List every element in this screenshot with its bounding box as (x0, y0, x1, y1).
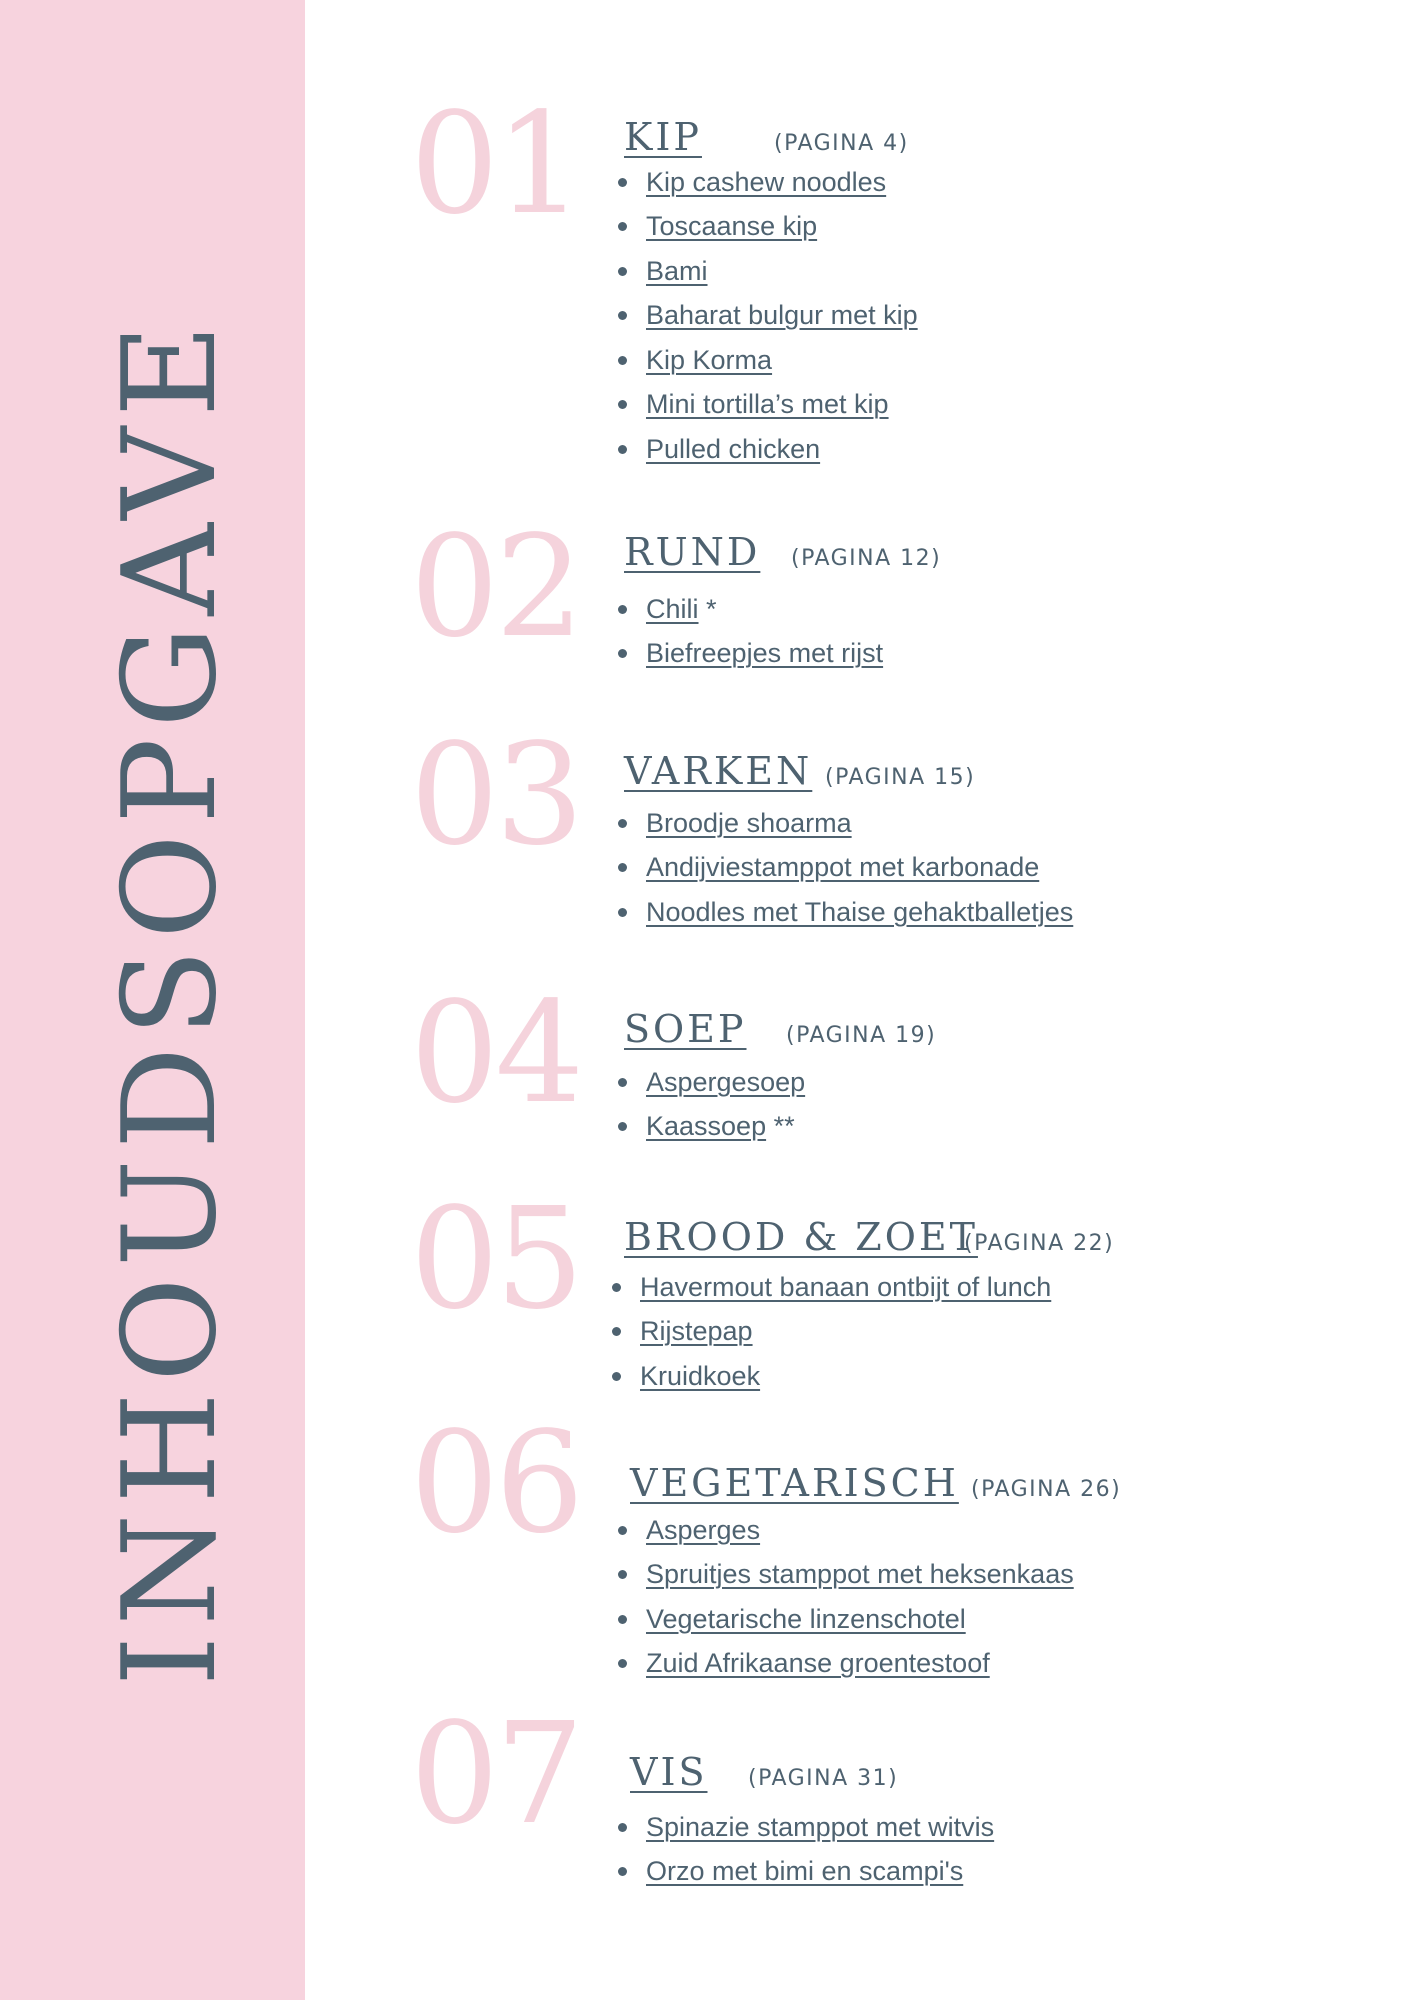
recipe-note-marker: * (698, 593, 717, 624)
section-number: 07 (410, 1693, 581, 1856)
sidebar-panel (0, 0, 305, 2000)
recipe-link[interactable]: Spruitjes stamppot met heksenkaas (646, 1559, 1074, 1590)
bullet-icon (618, 1823, 627, 1832)
section-number: 01 (410, 83, 581, 246)
list-item (618, 249, 918, 294)
bullet-icon (618, 267, 627, 276)
bullet-icon (612, 1283, 621, 1292)
bullet-icon (618, 1615, 627, 1624)
bullet-icon (618, 649, 627, 658)
recipe-link[interactable]: Chili (646, 593, 699, 624)
recipe-link[interactable]: Mini tortilla’s met kip (646, 389, 889, 420)
bullet-icon (618, 1122, 627, 1131)
bullet-icon (618, 400, 627, 409)
section-heading-link[interactable]: VIS (630, 1750, 708, 1794)
bullet-icon (618, 908, 627, 917)
list-item (618, 383, 918, 428)
section-page-reference: (PAGINA 12) (791, 546, 942, 571)
list-item (618, 1060, 805, 1105)
recipe-link[interactable]: Rijstepap (640, 1316, 753, 1347)
recipe-list (618, 587, 883, 676)
recipe-list (618, 1060, 805, 1149)
recipe-list (618, 160, 918, 472)
section-page-reference: (PAGINA 26) (971, 1477, 1122, 1502)
section-number: 06 (410, 1402, 581, 1565)
recipe-note-marker: ** (766, 1111, 795, 1142)
recipe-list (618, 801, 1073, 935)
bullet-icon (618, 819, 627, 828)
recipe-link[interactable]: Asperges (646, 1514, 761, 1545)
bullet-icon (618, 445, 627, 454)
recipe-link[interactable]: Broodje shoarma (646, 807, 852, 838)
section-number: 04 (410, 972, 581, 1135)
list-item (618, 160, 918, 205)
list-item (618, 1850, 994, 1895)
recipe-link[interactable]: Orzo met bimi en scampi's (646, 1856, 964, 1887)
recipe-link[interactable]: Zuid Afrikaanse groentestoof (646, 1648, 990, 1679)
recipe-link[interactable]: Biefreepjes met rijst (646, 638, 884, 669)
bullet-icon (618, 222, 627, 231)
list-item (618, 632, 883, 677)
recipe-link[interactable]: Havermout banaan ontbijt of lunch (640, 1271, 1052, 1302)
bullet-icon (618, 1659, 627, 1668)
bullet-icon (618, 863, 627, 872)
bullet-icon (618, 1078, 627, 1087)
list-item (618, 338, 918, 383)
bullet-icon (618, 605, 627, 614)
list-item (618, 1597, 1074, 1642)
recipe-link[interactable]: Kip Korma (646, 344, 773, 375)
recipe-link[interactable]: Kruidkoek (640, 1360, 761, 1391)
recipe-link[interactable]: Aspergesoep (646, 1066, 806, 1097)
list-item (618, 890, 1073, 935)
section-heading-link[interactable]: KIP (624, 115, 702, 159)
list-item (618, 801, 1073, 846)
bullet-icon (618, 1526, 627, 1535)
page-title: INHOUDSOPGAVE (96, 313, 245, 1687)
bullet-icon (618, 1570, 627, 1579)
section-heading-link[interactable]: VEGETARISCH (630, 1461, 959, 1505)
bullet-icon (612, 1372, 621, 1381)
list-item (618, 587, 883, 632)
list-item (618, 1805, 994, 1850)
section-heading-link[interactable]: BROOD & ZOET (624, 1215, 978, 1259)
section-number: 05 (410, 1178, 581, 1341)
section-number: 03 (410, 714, 581, 877)
section-heading-link[interactable]: SOEP (624, 1007, 747, 1051)
recipe-link[interactable]: Kaassoep (646, 1111, 767, 1142)
recipe-link[interactable]: Noodles met Thaise gehaktballetjes (646, 896, 1074, 927)
section-page-reference: (PAGINA 15) (825, 765, 976, 790)
section-number: 02 (410, 506, 581, 669)
recipe-link[interactable]: Pulled chicken (646, 433, 821, 464)
list-item (612, 1354, 1051, 1399)
recipe-list (612, 1265, 1051, 1399)
recipe-list (618, 1508, 1074, 1686)
section-heading-link[interactable]: RUND (624, 530, 761, 574)
recipe-link[interactable]: Bami (646, 255, 708, 286)
bullet-icon (618, 356, 627, 365)
bullet-icon (612, 1327, 621, 1336)
section-heading-link[interactable]: VARKEN (624, 749, 813, 793)
recipe-link[interactable]: Andijviestamppot met karbonade (646, 852, 1040, 883)
bullet-icon (618, 178, 627, 187)
list-item (618, 1553, 1074, 1598)
list-item (618, 294, 918, 339)
list-item (618, 846, 1073, 891)
recipe-link[interactable]: Toscaanse kip (646, 211, 818, 242)
list-item (618, 1105, 805, 1150)
bullet-icon (618, 1867, 627, 1876)
recipe-link[interactable]: Spinazie stamppot met witvis (646, 1811, 995, 1842)
list-item (612, 1310, 1051, 1355)
section-page-reference: (PAGINA 4) (774, 131, 909, 156)
list-item (618, 1508, 1074, 1553)
bullet-icon (618, 311, 627, 320)
list-item (618, 1642, 1074, 1687)
recipe-link[interactable]: Baharat bulgur met kip (646, 300, 918, 331)
section-page-reference: (PAGINA 22) (964, 1231, 1115, 1256)
section-page-reference: (PAGINA 19) (786, 1023, 937, 1048)
list-item (618, 427, 918, 472)
section-page-reference: (PAGINA 31) (748, 1766, 899, 1791)
recipe-link[interactable]: Kip cashew noodles (646, 166, 887, 197)
recipe-list (618, 1805, 994, 1894)
recipe-link[interactable]: Vegetarische linzenschotel (646, 1603, 966, 1634)
list-item (618, 205, 918, 250)
list-item (612, 1265, 1051, 1310)
